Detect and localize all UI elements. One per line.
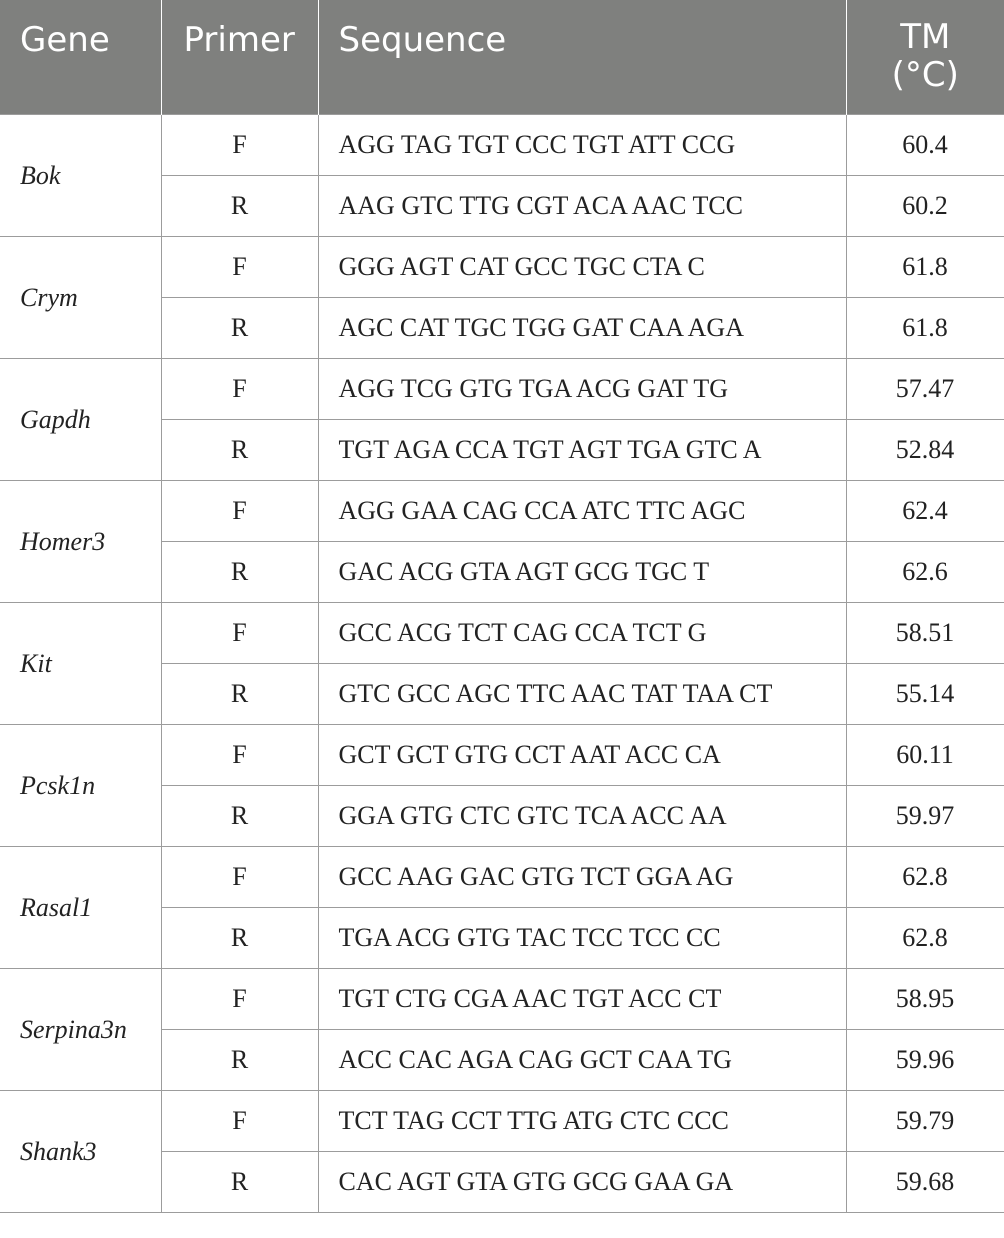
tm-cell: 62.6 xyxy=(846,542,1004,603)
gene-cell: Homer3 xyxy=(0,481,161,603)
tm-cell: 58.95 xyxy=(846,969,1004,1030)
table-row xyxy=(0,725,1004,786)
tm-cell: 60.2 xyxy=(846,176,1004,237)
sequence-cell: GGA GTG CTC GTC TCA ACC AA xyxy=(318,786,846,847)
primer-cell: F xyxy=(161,847,318,908)
gene-cell: Pcsk1n xyxy=(0,725,161,847)
table-row xyxy=(0,969,1004,1030)
gene-cell: Gapdh xyxy=(0,359,161,481)
primer-cell: R xyxy=(161,176,318,237)
primer-cell: F xyxy=(161,359,318,420)
gene-cell: Crym xyxy=(0,237,161,359)
sequence-cell: TGT AGA CCA TGT AGT TGA GTC A xyxy=(318,420,846,481)
gene-cell: Kit xyxy=(0,603,161,725)
tm-cell: 58.51 xyxy=(846,603,1004,664)
primer-cell: F xyxy=(161,603,318,664)
sequence-cell: AGG TCG GTG TGA ACG GAT TG xyxy=(318,359,846,420)
tm-cell: 61.8 xyxy=(846,298,1004,359)
table-row xyxy=(0,603,1004,664)
primer-cell: F xyxy=(161,1091,318,1152)
primer-cell: F xyxy=(161,237,318,298)
primer-cell: R xyxy=(161,542,318,603)
primer-cell: R xyxy=(161,908,318,969)
primer-cell: R xyxy=(161,1030,318,1091)
tm-cell: 59.96 xyxy=(846,1030,1004,1091)
primer-cell: F xyxy=(161,481,318,542)
sequence-cell: GCC AAG GAC GTG TCT GGA AG xyxy=(318,847,846,908)
tm-cell: 57.47 xyxy=(846,359,1004,420)
sequence-cell: AGG TAG TGT CCC TGT ATT CCG xyxy=(318,115,846,176)
table-row xyxy=(0,115,1004,176)
primer-cell: R xyxy=(161,298,318,359)
table-row xyxy=(0,481,1004,542)
gene-cell: Bok xyxy=(0,115,161,237)
primer-cell: R xyxy=(161,420,318,481)
tm-cell: 52.84 xyxy=(846,420,1004,481)
primer-cell: R xyxy=(161,1152,318,1213)
table-header xyxy=(0,0,1004,115)
table-row xyxy=(0,847,1004,908)
tm-header-unit: (°C) xyxy=(891,55,959,95)
sequence-cell: AGC CAT TGC TGG GAT CAA AGA xyxy=(318,298,846,359)
gene-cell: Rasal1 xyxy=(0,847,161,969)
gene-cell: Serpina3n xyxy=(0,969,161,1091)
header-row xyxy=(0,0,1004,115)
primer-cell: F xyxy=(161,969,318,1030)
sequence-cell: TGT CTG CGA AAC TGT ACC CT xyxy=(318,969,846,1030)
sequence-cell: GAC ACG GTA AGT GCG TGC T xyxy=(318,542,846,603)
table-row xyxy=(0,237,1004,298)
tm-cell: 62.8 xyxy=(846,847,1004,908)
tm-cell: 59.68 xyxy=(846,1152,1004,1213)
tm-cell: 55.14 xyxy=(846,664,1004,725)
tm-cell: 61.8 xyxy=(846,237,1004,298)
tm-cell: 62.8 xyxy=(846,908,1004,969)
column-header-tm xyxy=(846,0,1004,115)
tm-cell: 62.4 xyxy=(846,481,1004,542)
tm-cell: 60.4 xyxy=(846,115,1004,176)
tm-cell: 59.79 xyxy=(846,1091,1004,1152)
sequence-cell: ACC CAC AGA CAG GCT CAA TG xyxy=(318,1030,846,1091)
column-header-primer: Primer xyxy=(161,0,318,115)
sequence-cell: TCT TAG CCT TTG ATG CTC CCC xyxy=(318,1091,846,1152)
gene-cell: Shank3 xyxy=(0,1091,161,1213)
column-header-gene: Gene xyxy=(0,0,161,115)
sequence-cell: GTC GCC AGC TTC AAC TAT TAA CT xyxy=(318,664,846,725)
primer-cell: R xyxy=(161,664,318,725)
sequence-cell: TGA ACG GTG TAC TCC TCC CC xyxy=(318,908,846,969)
sequence-cell: CAC AGT GTA GTG GCG GAA GA xyxy=(318,1152,846,1213)
table-row xyxy=(0,1091,1004,1152)
sequence-cell: GCC ACG TCT CAG CCA TCT G xyxy=(318,603,846,664)
tm-cell: 59.97 xyxy=(846,786,1004,847)
sequence-cell: GGG AGT CAT GCC TGC CTA C xyxy=(318,237,846,298)
column-header-sequence: Sequence xyxy=(318,0,846,115)
sequence-cell: AGG GAA CAG CCA ATC TTC AGC xyxy=(318,481,846,542)
sequence-cell: GCT GCT GTG CCT AAT ACC CA xyxy=(318,725,846,786)
tm-cell: 60.11 xyxy=(846,725,1004,786)
tm-header-label: TM xyxy=(900,17,951,57)
primer-cell: F xyxy=(161,725,318,786)
primer-cell: R xyxy=(161,786,318,847)
primer-cell: F xyxy=(161,115,318,176)
sequence-cell: AAG GTC TTG CGT ACA AAC TCC xyxy=(318,176,846,237)
table-row xyxy=(0,359,1004,420)
table-body xyxy=(0,115,1004,1213)
